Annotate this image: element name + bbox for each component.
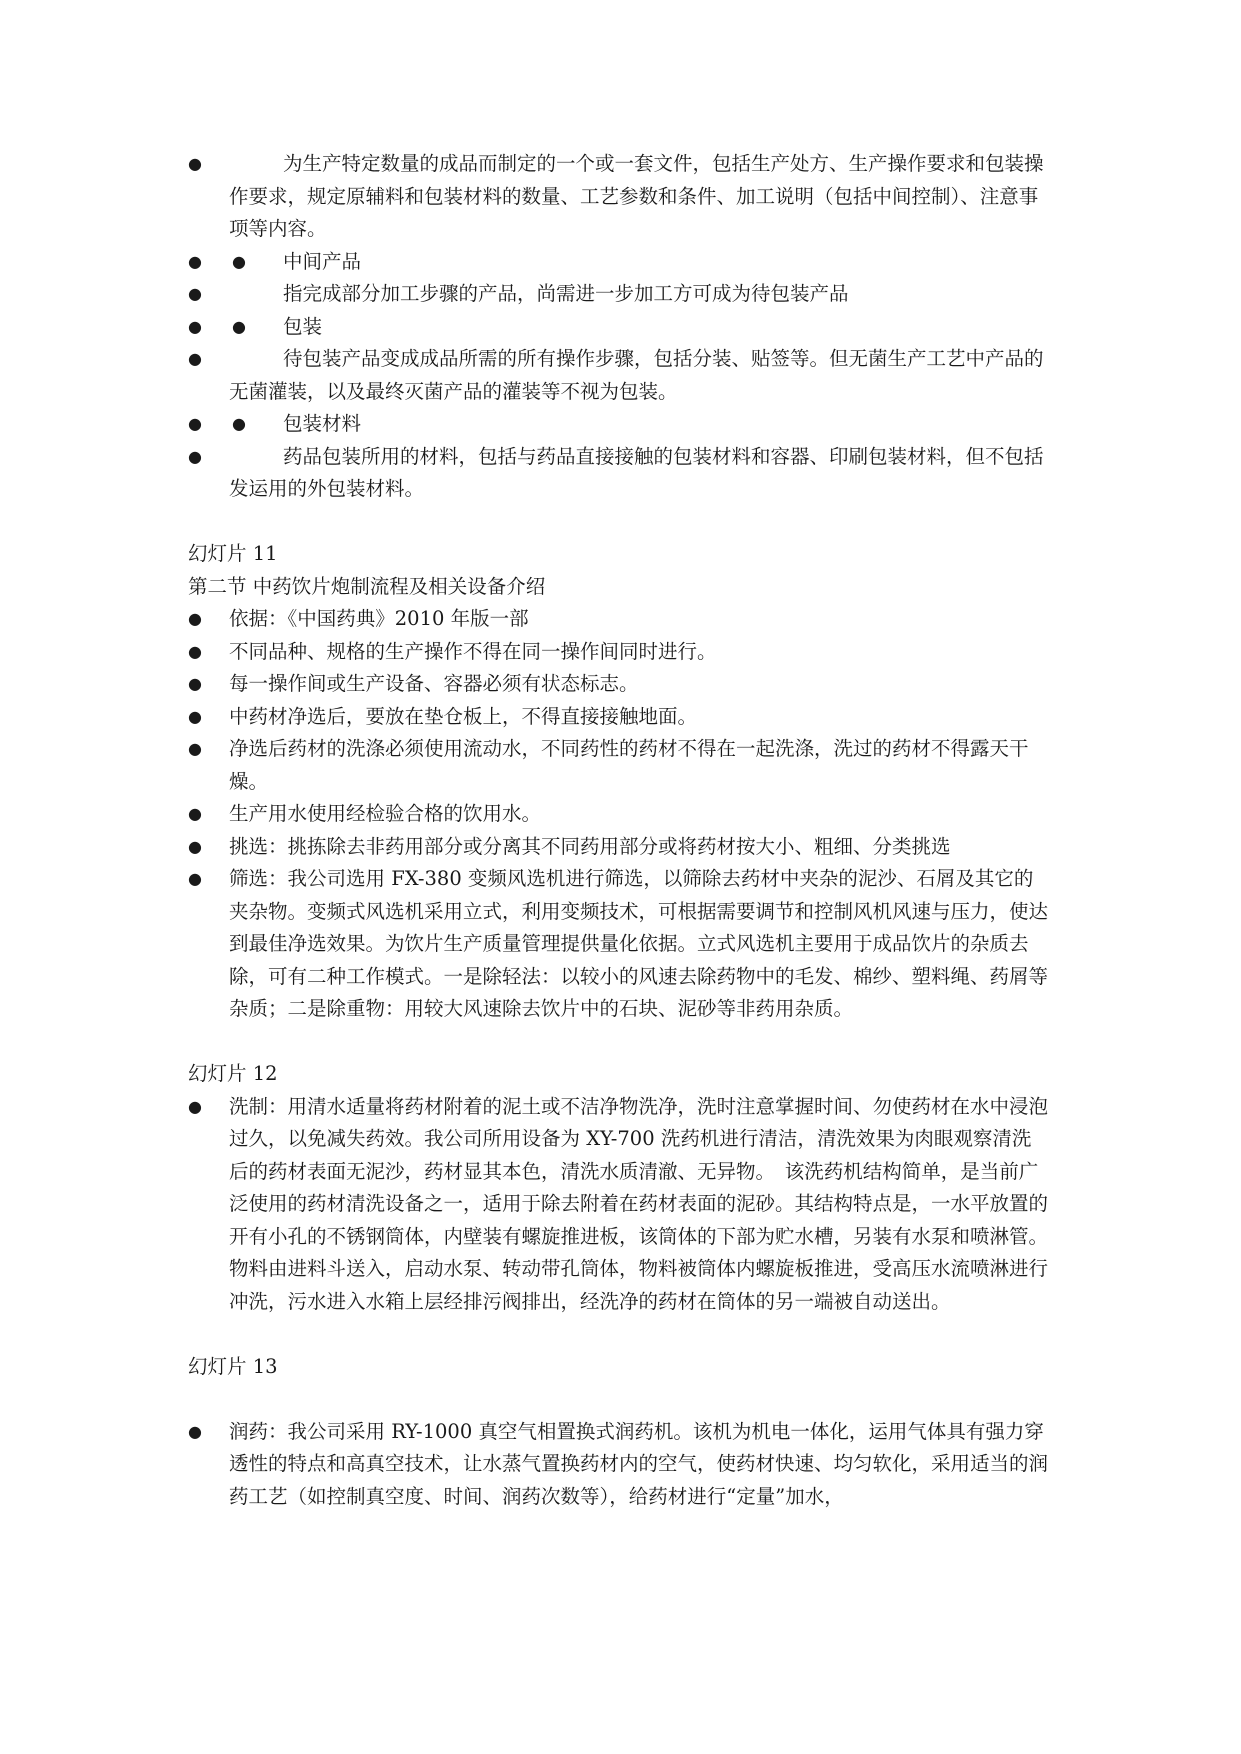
slide-11-section xyxy=(188,538,1048,1026)
bullet-icon: ● xyxy=(188,836,202,856)
slide-12-section xyxy=(188,1058,1048,1318)
list-item-text: 依据：《中国药典》2010 年版一部 xyxy=(229,607,529,630)
list-item xyxy=(188,148,1048,246)
spacer xyxy=(188,1383,1048,1416)
list-item-text: 润药：我公司采用 RY-1000 真空气相置换式润药机。该机为机电一体化，运用气体具有强力穿透性的特点和高真空技术，让水蒸气置换药材内的空气，使药材快速、均匀软化，采用适当的润药工艺（如控制真空度、时间、润药次数等），给药材进行“定量”加水， xyxy=(229,1419,1049,1508)
slide-13-section xyxy=(188,1351,1048,1514)
bullet-icon: ● xyxy=(188,706,202,726)
list-item-text: 每一操作间或生产设备、容器必须有状态标志。 xyxy=(229,672,639,695)
bullet-icon: ● xyxy=(188,1096,202,1116)
bullet-icon: ● xyxy=(188,251,202,271)
list-item-text: 指完成部分加工步骤的产品，尚需进一步加工方可成为待包装产品 xyxy=(283,282,849,305)
bullet-icon: ● xyxy=(188,804,202,823)
bullet-icon: ● xyxy=(188,674,202,693)
bullet-icon: ● xyxy=(188,446,202,466)
list-item-text: 洗制：用清水适量将药材附着的泥土或不洁净物洗净，洗时注意掌握时间、勿使药材在水中浸泡过久，以免减失药效。我公司所用设备为 XY-700 洗药机进行清洁，清洗效果为肉眼观察清洗后的药材表面无泥沙，药材显其本色，清洗水质清澈、无异物。 该洗药机结构简单，是当前广泛使用的药材清洗设备之一，适用于除去附着在药材表面的泥砂。其结构特点是，一水平放置的开有小孔的不锈钢筒体，内壁装有螺旋推进板，该筒体的下部为贮水槽，另装有水泵和喷淋管。物料由进料斗送入，启动水泵、转动带孔筒体，物料被筒体内螺旋板推进，受高压水流喷淋进行冲洗，污水进入水箱上层经排污阀排出，经洗净的药材在筒体的另一端被自动送出。 xyxy=(229,1094,1049,1313)
list-item-text: 包装材料 xyxy=(283,412,362,435)
slide-label: 幻灯片 12 xyxy=(188,1062,278,1085)
list-item xyxy=(188,603,1048,636)
list-item xyxy=(188,733,1048,798)
document-body xyxy=(188,148,1048,1513)
bullet-icon: ● xyxy=(232,251,246,271)
bullet-icon: ● xyxy=(188,739,202,758)
bullet-icon: ● xyxy=(188,284,202,303)
bullet-icon: ● xyxy=(232,414,246,433)
list-item xyxy=(188,636,1048,669)
list-item xyxy=(188,1416,1048,1514)
list-item xyxy=(188,343,1048,408)
definitions-list xyxy=(188,148,1048,506)
list-item-text: 药品包装所用的材料，包括与药品直接接触的包装材料和容器、印刷包装材料，但不包括发运用的外包装材料。 xyxy=(229,444,1044,500)
slide-label: 幻灯片 13 xyxy=(188,1354,278,1378)
list-item-text: 净选后药材的洗涤必须使用流动水，不同药性的药材不得在一起洗涤，洗过的药材不得露天干燥。 xyxy=(229,737,1029,793)
bullet-icon: ● xyxy=(188,349,202,368)
list-item-text: 筛选：我公司选用 FX-380 变频风选机进行筛选，以筛除去药材中夹杂的泥沙、石屑及其它的夹杂物。变频式风选机采用立式，利用变频技术，可根据需要调节和控制风机风速与压力，使达到最佳净选效果。为饮片生产质量管理提供量化依据。立式风选机主要用于成品饮片的杂质去除，可有二种工作模式。一是除轻法：以较小的风速去除药物中的毛发、棉纱、塑料绳、药屑等杂质；二是除重物：用较大风速除去饮片中的石块、泥砂等非药用杂质。 xyxy=(229,867,1049,1020)
list-item-text: 待包装产品变成成品所需的所有操作步骤，包括分装、贴签等。但无菌生产工艺中产品的无菌灌装，以及最终灭菌产品的灌装等不视为包装。 xyxy=(229,347,1044,403)
spacer xyxy=(188,1318,1048,1351)
spacer xyxy=(188,506,1048,539)
list-item xyxy=(188,863,1048,1026)
bullet-icon: ● xyxy=(188,641,202,661)
list-item-text: 包装 xyxy=(283,314,323,338)
bullet-icon: ● xyxy=(188,154,202,173)
list-item xyxy=(188,831,1048,864)
spacer xyxy=(188,1026,1048,1059)
list-item xyxy=(188,1091,1048,1319)
bullet-icon: ● xyxy=(188,869,202,888)
bullet-icon: ● xyxy=(232,316,246,336)
list-item xyxy=(188,278,1048,311)
list-item-text: 中间产品 xyxy=(283,249,362,273)
slide-label: 幻灯片 11 xyxy=(188,542,278,565)
list-item xyxy=(188,246,1048,279)
bullet-icon: ● xyxy=(188,316,202,336)
list-item-text: 不同品种、规格的生产操作不得在同一操作间同时进行。 xyxy=(229,639,717,663)
list-item xyxy=(188,668,1048,701)
list-item xyxy=(188,701,1048,734)
list-item xyxy=(188,798,1048,831)
list-item-text: 挑选：挑拣除去非药用部分或分离其不同药用部分或将药材按大小、粗细、分类挑选 xyxy=(229,834,951,858)
bullet-icon: ● xyxy=(188,414,202,433)
section-heading: 第二节 中药饮片炮制流程及相关设备介绍 xyxy=(188,574,546,598)
list-item xyxy=(188,408,1048,441)
list-item-text: 中药材净选后，要放在垫仓板上，不得直接接触地面。 xyxy=(229,704,698,728)
bullet-icon: ● xyxy=(188,609,202,628)
list-item xyxy=(188,441,1048,506)
list-item-text: 为生产特定数量的成品而制定的一个或一套文件，包括生产处方、生产操作要求和包装操作要求，规定原辅料和包装材料的数量、工艺参数和条件、加工说明（包括中间控制）、注意事项等内容。 xyxy=(229,152,1044,240)
list-item-text: 生产用水使用经检验合格的饮用水。 xyxy=(229,802,542,825)
list-item xyxy=(188,311,1048,344)
bullet-icon: ● xyxy=(188,1421,202,1441)
